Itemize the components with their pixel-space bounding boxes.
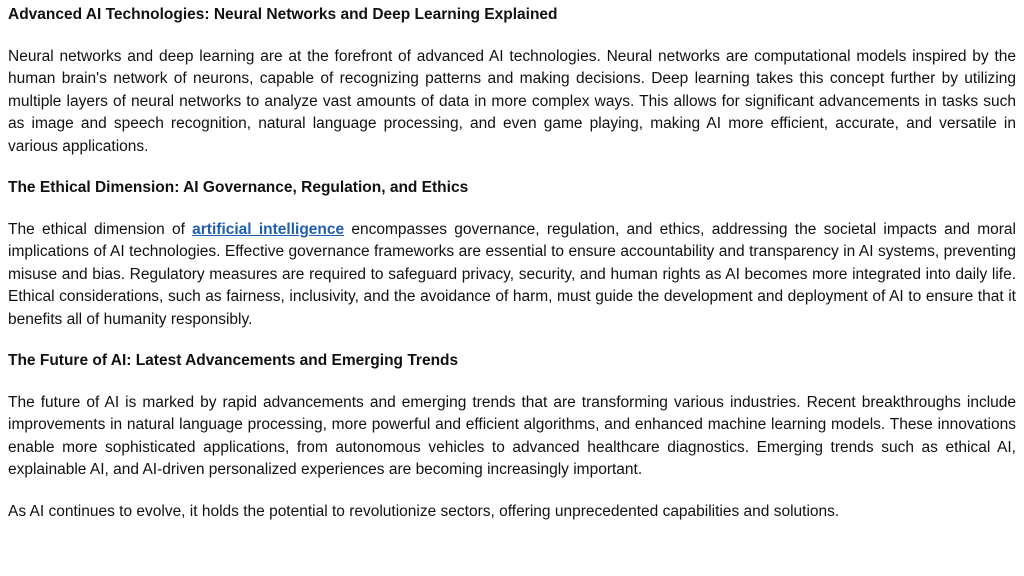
section-heading-future: The Future of AI: Latest Advancements and Emerging Trends (8, 352, 459, 370)
closing-paragraph: As AI continues to evolve, it holds the potential to revolutionize sectors, offering unprecedented capabilities and solutions. (8, 502, 840, 520)
ethics-text-after-link: encompasses governance, regulation, and ethics, addressing the societal impacts and moral implications of AI technologies. Effective governance frameworks are essential to ensure accountability and transparency in AI systems, preventing misuse and bias. Regulatory measures are required to safeguard privacy, security, and human rights as AI becomes more integrated into daily life. Ethical considerations, such as fairness, inclusivity, and the avoidance of harm, must guide the development and deployment of AI to ensure that it benefits all of humanity responsibly. (8, 221, 1016, 328)
section-paragraph-ethics (8, 219, 1016, 331)
section-paragraph-neural-networks: Neural networks and deep learning are at the forefront of advanced AI technologies. Neural networks are computational models inspired by the human brain's network of neurons, capable of recognizing patterns and making decisions. Deep learning takes this concept further by utilizing multiple layers of neural networks to analyze vast amounts of data in more complex ways. This allows for significant advancements in tasks such as image and speech recognition, natural language processing, and even game playing, making AI more efficient, accurate, and versatile in various applications. (8, 48, 1016, 155)
section-heading-neural-networks: Advanced AI Technologies: Neural Networks and Deep Learning Explained (8, 6, 558, 23)
section-paragraph-future: The future of AI is marked by rapid advancements and emerging trends that are transforming various industries. Recent breakthroughs include improvements in natural language processing, more powerful and efficient algorithms, and enhanced machine learning models. These innovations enable more sophisticated applications, from autonomous vehicles to advanced healthcare diagnostics. Emerging trends such as ethical AI, explainable AI, and AI-driven personalized experiences are becoming increasingly important. (8, 394, 1016, 479)
ethics-text-before-link: The ethical dimension of (8, 221, 193, 239)
section-heading-ethics: The Ethical Dimension: AI Governance, Regulation, and Ethics (8, 179, 469, 197)
artificial-intelligence-link[interactable]: artificial intelligence (192, 221, 345, 239)
